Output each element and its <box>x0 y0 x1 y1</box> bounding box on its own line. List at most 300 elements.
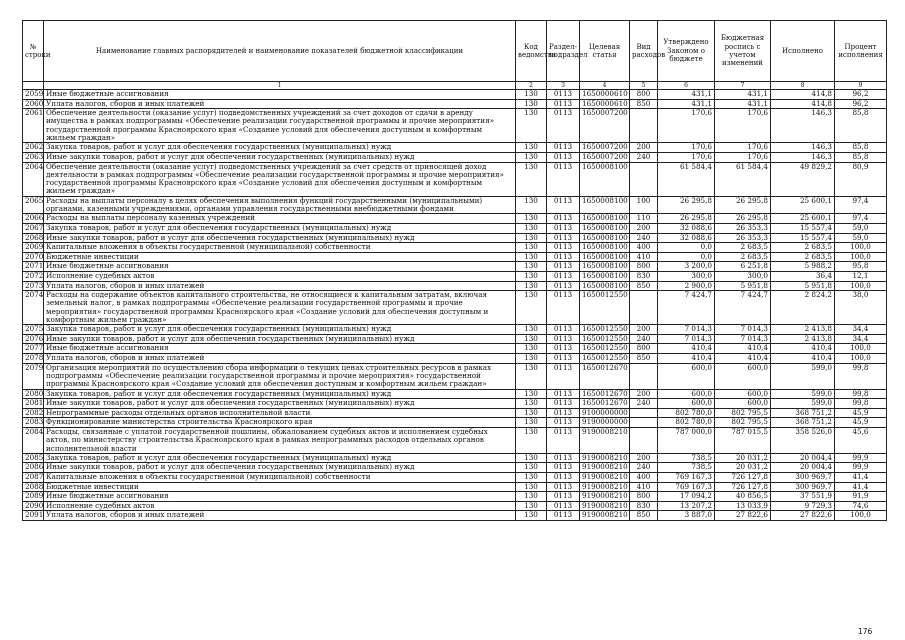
row-razdel: 0113 <box>547 511 580 521</box>
row-razdel: 0113 <box>547 214 580 224</box>
header-razdel: Раздел-подраздел <box>547 21 580 82</box>
row-ispolneno: 2 413,8 <box>771 334 835 344</box>
column-number: 8 <box>771 82 835 90</box>
row-approved: 61 584,4 <box>658 162 715 196</box>
row-ved: 130 <box>516 399 547 409</box>
row-ispolneno: 414,8 <box>771 90 835 100</box>
header-name: Наименование главных распорядителей и наименование показателей бюджетной классификации <box>44 21 516 82</box>
table-row <box>23 109 887 143</box>
table-row <box>23 473 887 483</box>
row-rospis: 20 031,2 <box>715 463 771 473</box>
row-approved: 7 014,3 <box>658 334 715 344</box>
row-ispolneno: 599,0 <box>771 399 835 409</box>
row-ved: 130 <box>516 271 547 281</box>
row-name: Организация мероприятий по осуществлению сбора информации о текущих ценах строительных ресурсов в рамках подпрограммы «Обеспечение реализации государственной программы и прочие мероприятия» государственной программы Красноярского края «Создание условий для обеспечения доступным и комфортным жильем граждан» <box>44 363 516 389</box>
row-rospis: 40 856,5 <box>715 492 771 502</box>
header-percent: Процент исполнения <box>835 21 887 82</box>
row-rospis: 600,0 <box>715 399 771 409</box>
row-rospis: 300,0 <box>715 271 771 281</box>
row-approved: 802 780,0 <box>658 418 715 428</box>
row-ved: 130 <box>516 262 547 272</box>
row-number: 2076 <box>23 334 44 344</box>
row-percent: 96,2 <box>835 90 887 100</box>
row-vr: 240 <box>630 399 658 409</box>
row-ispolneno: 368 751,2 <box>771 418 835 428</box>
row-number: 2085 <box>23 453 44 463</box>
row-cst: 1650007200 <box>580 143 630 153</box>
row-percent: 99,8 <box>835 389 887 399</box>
row-name: Расходы на выплаты персоналу в целях обеспечения выполнения функций государственными (муниципальными) органами, казенными учреждениями, органами управления государственными внебюджетными фондами <box>44 196 516 214</box>
row-ved: 130 <box>516 334 547 344</box>
row-ved: 130 <box>516 492 547 502</box>
row-rospis: 431,1 <box>715 99 771 109</box>
row-name: Исполнение судебных актов <box>44 271 516 281</box>
row-cst: 9190000000 <box>580 418 630 428</box>
column-number: 6 <box>658 82 715 90</box>
row-ispolneno: 5 988,2 <box>771 262 835 272</box>
row-name: Иные бюджетные ассигнования <box>44 90 516 100</box>
row-percent: 85,8 <box>835 143 887 153</box>
table-row <box>23 90 887 100</box>
row-ispolneno: 414,8 <box>771 99 835 109</box>
column-number: 7 <box>715 82 771 90</box>
table-row <box>23 243 887 253</box>
row-ved: 130 <box>516 243 547 253</box>
row-ved: 130 <box>516 233 547 243</box>
row-ved: 130 <box>516 408 547 418</box>
row-percent: 96,2 <box>835 99 887 109</box>
row-razdel: 0113 <box>547 399 580 409</box>
row-percent: 99,8 <box>835 363 887 389</box>
row-ispolneno: 2 824,2 <box>771 291 835 325</box>
table-row <box>23 223 887 233</box>
row-number: 2067 <box>23 223 44 233</box>
row-cst: 9100000000 <box>580 408 630 418</box>
row-ispolneno: 2 683,5 <box>771 243 835 253</box>
row-ved: 130 <box>516 418 547 428</box>
table-row <box>23 325 887 335</box>
row-cst: 9190008210 <box>580 427 630 453</box>
row-ved: 130 <box>516 291 547 325</box>
row-ispolneno: 146,3 <box>771 109 835 143</box>
row-cst: 1650000610 <box>580 99 630 109</box>
row-razdel: 0113 <box>547 492 580 502</box>
row-ved: 130 <box>516 196 547 214</box>
row-percent: 97,4 <box>835 214 887 224</box>
row-name: Уплата налогов, сборов и иных платежей <box>44 511 516 521</box>
row-cst: 1650012670 <box>580 399 630 409</box>
table-row <box>23 427 887 453</box>
row-percent: 34,4 <box>835 334 887 344</box>
table-row <box>23 363 887 389</box>
row-number: 2072 <box>23 271 44 281</box>
row-ved: 130 <box>516 482 547 492</box>
row-name: Иные бюджетные ассигнования <box>44 344 516 354</box>
row-razdel: 0113 <box>547 325 580 335</box>
column-number: 2 <box>516 82 547 90</box>
row-ved: 130 <box>516 99 547 109</box>
row-razdel: 0113 <box>547 271 580 281</box>
row-rospis: 2 683,5 <box>715 243 771 253</box>
row-vr: 200 <box>630 325 658 335</box>
row-cst: 1650008100 <box>580 281 630 291</box>
row-name: Уплата налогов, сборов и иных платежей <box>44 281 516 291</box>
row-vr <box>630 418 658 428</box>
row-name: Закупка товаров, работ и услуг для обеспечения государственных (муниципальных) нужд <box>44 389 516 399</box>
row-vr: 410 <box>630 252 658 262</box>
row-vr: 850 <box>630 99 658 109</box>
row-number: 2079 <box>23 363 44 389</box>
row-cst: 1650008100 <box>580 162 630 196</box>
row-percent: 85,8 <box>835 152 887 162</box>
row-razdel: 0113 <box>547 233 580 243</box>
row-percent: 45,6 <box>835 427 887 453</box>
row-ispolneno: 20 004,4 <box>771 463 835 473</box>
table-row <box>23 152 887 162</box>
row-razdel: 0113 <box>547 262 580 272</box>
row-ispolneno: 25 600,1 <box>771 214 835 224</box>
row-percent: 100,0 <box>835 281 887 291</box>
row-approved: 738,5 <box>658 453 715 463</box>
row-number: 2065 <box>23 196 44 214</box>
row-approved: 300,0 <box>658 271 715 281</box>
row-name: Иные закупки товаров, работ и услуг для обеспечения государственных (муниципальных) нужд <box>44 463 516 473</box>
row-cst: 1650012550 <box>580 291 630 325</box>
row-approved: 769 167,3 <box>658 482 715 492</box>
row-ispolneno: 27 822,6 <box>771 511 835 521</box>
row-approved: 13 207,2 <box>658 501 715 511</box>
row-rospis: 431,1 <box>715 90 771 100</box>
row-ved: 130 <box>516 354 547 364</box>
row-cst: 9190008210 <box>580 463 630 473</box>
row-razdel: 0113 <box>547 334 580 344</box>
row-name: Иные закупки товаров, работ и услуг для обеспечения государственных (муниципальных) нужд <box>44 233 516 243</box>
row-razdel: 0113 <box>547 408 580 418</box>
row-cst: 9190008210 <box>580 501 630 511</box>
row-ispolneno: 15 557,4 <box>771 223 835 233</box>
row-name: Закупка товаров, работ и услуг для обеспечения государственных (муниципальных) нужд <box>44 223 516 233</box>
row-name: Капитальные вложения в объекты государственной (муниципальной) собственности <box>44 243 516 253</box>
table-header-row <box>23 21 887 82</box>
row-number: 2059 <box>23 90 44 100</box>
row-ispolneno: 368 751,2 <box>771 408 835 418</box>
row-name: Обеспечение деятельности (оказание услуг) подведомственных учреждений за счет средств от приносящей доход деятельности в рамках подпрограммы «Обеспечение реализации государственной программы и прочие мероприятия» государственной программы Красноярского края «Создание условий для обеспечения доступным и комфортным жильем граждан» <box>44 162 516 196</box>
row-percent: 91,9 <box>835 492 887 502</box>
row-cst: 1650008100 <box>580 271 630 281</box>
row-vr: 110 <box>630 214 658 224</box>
header-num: № строки <box>23 21 44 82</box>
row-razdel: 0113 <box>547 109 580 143</box>
row-cst: 1650008100 <box>580 214 630 224</box>
row-vr: 400 <box>630 243 658 253</box>
row-cst: 1650008100 <box>580 262 630 272</box>
row-vr: 850 <box>630 511 658 521</box>
row-razdel: 0113 <box>547 281 580 291</box>
row-number: 2084 <box>23 427 44 453</box>
row-razdel: 0113 <box>547 99 580 109</box>
table-row <box>23 291 887 325</box>
row-approved: 26 295,8 <box>658 196 715 214</box>
row-razdel: 0113 <box>547 152 580 162</box>
row-cst: 1650012550 <box>580 325 630 335</box>
row-cst: 9190008210 <box>580 482 630 492</box>
row-ved: 130 <box>516 511 547 521</box>
row-vr: 200 <box>630 223 658 233</box>
row-percent: 45,9 <box>835 408 887 418</box>
row-rospis: 6 251,8 <box>715 262 771 272</box>
row-percent: 34,4 <box>835 325 887 335</box>
row-cst: 9190008210 <box>580 473 630 483</box>
row-vr <box>630 363 658 389</box>
header-vr: Вид расходов <box>630 21 658 82</box>
row-percent: 100,0 <box>835 344 887 354</box>
row-number: 2061 <box>23 109 44 143</box>
row-vr: 800 <box>630 90 658 100</box>
row-name: Бюджетные инвестиции <box>44 252 516 262</box>
row-number: 2075 <box>23 325 44 335</box>
row-approved: 32 088,6 <box>658 223 715 233</box>
row-razdel: 0113 <box>547 427 580 453</box>
row-rospis: 5 951,8 <box>715 281 771 291</box>
row-number: 2087 <box>23 473 44 483</box>
row-approved: 170,6 <box>658 109 715 143</box>
row-cst: 1650012670 <box>580 389 630 399</box>
row-percent: 41,4 <box>835 473 887 483</box>
row-number: 2091 <box>23 511 44 521</box>
row-ispolneno: 37 551,9 <box>771 492 835 502</box>
row-name: Закупка товаров, работ и услуг для обеспечения государственных (муниципальных) нужд <box>44 453 516 463</box>
row-name: Расходы на содержание объектов капитального строительства, не относящиеся к капитальным затратам, включая земельный налог, в рамках подпрограммы «Обеспечение реализации государственной программы и прочие мероприятия» государственной программы Красноярского края «Создание условий для обеспечения доступным и комфортным жильем граждан» <box>44 291 516 325</box>
row-rospis: 170,6 <box>715 109 771 143</box>
row-percent: 99,9 <box>835 463 887 473</box>
column-number: 5 <box>630 82 658 90</box>
row-razdel: 0113 <box>547 291 580 325</box>
row-cst: 1650000610 <box>580 90 630 100</box>
row-ved: 130 <box>516 223 547 233</box>
row-vr: 830 <box>630 501 658 511</box>
column-number: 4 <box>580 82 630 90</box>
header-ved: Код ведомства <box>516 21 547 82</box>
row-rospis: 787 015,5 <box>715 427 771 453</box>
row-ispolneno: 410,4 <box>771 344 835 354</box>
row-rospis: 170,6 <box>715 152 771 162</box>
row-cst: 1650008100 <box>580 196 630 214</box>
row-approved: 170,6 <box>658 152 715 162</box>
row-approved: 600,0 <box>658 389 715 399</box>
row-ved: 130 <box>516 109 547 143</box>
row-rospis: 726 127,8 <box>715 482 771 492</box>
row-razdel: 0113 <box>547 243 580 253</box>
row-approved: 17 094,2 <box>658 492 715 502</box>
row-number: 2066 <box>23 214 44 224</box>
row-razdel: 0113 <box>547 418 580 428</box>
row-razdel: 0113 <box>547 463 580 473</box>
row-rospis: 802 795,5 <box>715 418 771 428</box>
row-cst: 1650012550 <box>580 354 630 364</box>
column-number: 3 <box>547 82 580 90</box>
row-number: 2088 <box>23 482 44 492</box>
row-percent: 97,4 <box>835 196 887 214</box>
row-razdel: 0113 <box>547 453 580 463</box>
row-number: 2083 <box>23 418 44 428</box>
row-rospis: 410,4 <box>715 354 771 364</box>
row-percent: 41,4 <box>835 482 887 492</box>
row-number: 2090 <box>23 501 44 511</box>
row-vr <box>630 109 658 143</box>
row-razdel: 0113 <box>547 482 580 492</box>
row-percent: 12,1 <box>835 271 887 281</box>
row-cst: 9190008210 <box>580 453 630 463</box>
row-ispolneno: 410,4 <box>771 354 835 364</box>
row-cst: 9190008210 <box>580 511 630 521</box>
row-rospis: 410,4 <box>715 344 771 354</box>
row-vr: 800 <box>630 262 658 272</box>
row-number: 2073 <box>23 281 44 291</box>
row-rospis: 600,0 <box>715 363 771 389</box>
row-ved: 130 <box>516 453 547 463</box>
row-vr: 800 <box>630 344 658 354</box>
row-approved: 738,5 <box>658 463 715 473</box>
table-row <box>23 511 887 521</box>
row-approved: 170,6 <box>658 143 715 153</box>
row-percent: 99,9 <box>835 453 887 463</box>
row-name: Иные бюджетные ассигнования <box>44 262 516 272</box>
row-rospis: 170,6 <box>715 143 771 153</box>
row-name: Иные закупки товаров, работ и услуг для обеспечения государственных (муниципальных) нужд <box>44 152 516 162</box>
row-ved: 130 <box>516 162 547 196</box>
row-cst: 1650012550 <box>580 344 630 354</box>
table-row <box>23 214 887 224</box>
row-ispolneno: 146,3 <box>771 143 835 153</box>
row-razdel: 0113 <box>547 363 580 389</box>
budget-report-page <box>22 20 886 636</box>
column-number: 1 <box>44 82 516 90</box>
row-approved: 2 900,0 <box>658 281 715 291</box>
row-vr: 240 <box>630 152 658 162</box>
row-rospis: 26 295,8 <box>715 196 771 214</box>
row-approved: 802 780,0 <box>658 408 715 418</box>
row-approved: 26 295,8 <box>658 214 715 224</box>
row-percent: 38,0 <box>835 291 887 325</box>
row-vr: 240 <box>630 463 658 473</box>
row-ved: 130 <box>516 363 547 389</box>
header-approved: Утверждено Законом о бюджете <box>658 21 715 82</box>
row-rospis: 13 033,9 <box>715 501 771 511</box>
row-rospis: 7 014,3 <box>715 325 771 335</box>
table-body <box>23 90 887 521</box>
row-vr: 830 <box>630 271 658 281</box>
row-percent: 99,8 <box>835 399 887 409</box>
row-ved: 130 <box>516 281 547 291</box>
row-approved: 7 424,7 <box>658 291 715 325</box>
row-razdel: 0113 <box>547 196 580 214</box>
column-number: 9 <box>835 82 887 90</box>
table-row <box>23 418 887 428</box>
row-rospis: 726 127,8 <box>715 473 771 483</box>
row-percent: 59,0 <box>835 233 887 243</box>
row-percent: 74,6 <box>835 501 887 511</box>
row-ispolneno: 2 683,5 <box>771 252 835 262</box>
row-razdel: 0113 <box>547 344 580 354</box>
row-approved: 32 088,6 <box>658 233 715 243</box>
row-razdel: 0113 <box>547 143 580 153</box>
row-razdel: 0113 <box>547 162 580 196</box>
row-cst: 1650007200 <box>580 152 630 162</box>
table-row <box>23 162 887 196</box>
row-name: Капитальные вложения в объекты государственной (муниципальной) собственности <box>44 473 516 483</box>
row-cst: 1650008100 <box>580 223 630 233</box>
table-row <box>23 399 887 409</box>
row-vr <box>630 408 658 418</box>
row-number: 2081 <box>23 399 44 409</box>
row-name: Расходы, связанные с уплатой государственной пошлины, обжалованием судебных актов и исполнением судебных актов, по министерству строительства Красноярского края в рамках непрограммных расходов отдельных органов исполнительной власти <box>44 427 516 453</box>
row-ispolneno: 9 729,3 <box>771 501 835 511</box>
row-approved: 7 014,3 <box>658 325 715 335</box>
row-ved: 130 <box>516 473 547 483</box>
row-number: 2086 <box>23 463 44 473</box>
row-vr <box>630 291 658 325</box>
row-rospis: 26 295,8 <box>715 214 771 224</box>
row-cst: 1650012670 <box>580 363 630 389</box>
row-name: Непрограммные расходы отдельных органов исполнительной власти <box>44 408 516 418</box>
row-number: 2077 <box>23 344 44 354</box>
row-ved: 130 <box>516 90 547 100</box>
row-approved: 769 167,3 <box>658 473 715 483</box>
row-approved: 431,1 <box>658 90 715 100</box>
row-rospis: 600,0 <box>715 389 771 399</box>
row-approved: 3 200,0 <box>658 262 715 272</box>
row-ispolneno: 300 969,7 <box>771 473 835 483</box>
row-ispolneno: 2 413,8 <box>771 325 835 335</box>
row-vr: 410 <box>630 482 658 492</box>
table-row <box>23 271 887 281</box>
row-cst: 1650008100 <box>580 233 630 243</box>
row-ispolneno: 599,0 <box>771 389 835 399</box>
row-vr: 800 <box>630 492 658 502</box>
row-vr: 200 <box>630 143 658 153</box>
row-approved: 0,0 <box>658 243 715 253</box>
row-ispolneno: 5 951,8 <box>771 281 835 291</box>
row-ved: 130 <box>516 252 547 262</box>
row-percent: 100,0 <box>835 354 887 364</box>
page-number: 176 <box>858 627 873 636</box>
row-number: 2060 <box>23 99 44 109</box>
budget-execution-table <box>22 20 887 521</box>
row-percent: 80,9 <box>835 162 887 196</box>
row-percent: 59,0 <box>835 223 887 233</box>
row-name: Исполнение судебных актов <box>44 501 516 511</box>
row-rospis: 26 353,3 <box>715 223 771 233</box>
table-row <box>23 262 887 272</box>
row-name: Закупка товаров, работ и услуг для обеспечения государственных (муниципальных) нужд <box>44 325 516 335</box>
row-approved: 600,0 <box>658 399 715 409</box>
row-ved: 130 <box>516 325 547 335</box>
row-approved: 410,4 <box>658 354 715 364</box>
row-razdel: 0113 <box>547 223 580 233</box>
row-number: 2070 <box>23 252 44 262</box>
row-razdel: 0113 <box>547 389 580 399</box>
row-approved: 431,1 <box>658 99 715 109</box>
row-vr: 850 <box>630 281 658 291</box>
row-vr <box>630 162 658 196</box>
row-ved: 130 <box>516 501 547 511</box>
row-ved: 130 <box>516 427 547 453</box>
row-vr: 100 <box>630 196 658 214</box>
row-name: Уплата налогов, сборов и иных платежей <box>44 354 516 364</box>
row-rospis: 27 822,6 <box>715 511 771 521</box>
row-percent: 85,8 <box>835 109 887 143</box>
row-name: Иные бюджетные ассигнования <box>44 492 516 502</box>
